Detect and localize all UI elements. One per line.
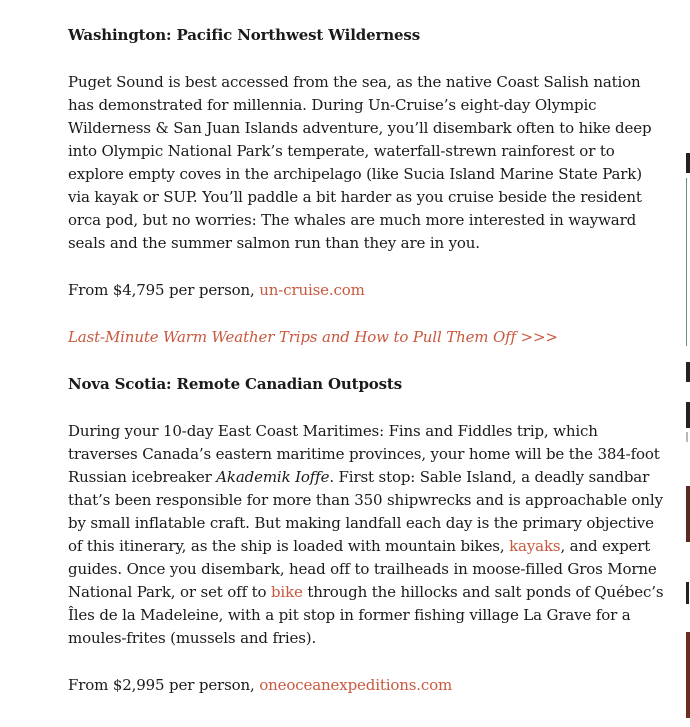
ship-name: Akademik Ioffe bbox=[216, 468, 330, 486]
sidebar-fragment bbox=[686, 432, 688, 442]
body-text: During your 10-day East Coast Maritimes: Fins and Fiddles trip, which traverses Canada’s eastern maritime provinces, your home will be the 384-foot Russian icebreaker bbox=[68, 422, 660, 486]
spacer bbox=[68, 47, 668, 71]
section-body-washington: Puget Sound is best accessed from the sea, as the native Coast Salish nation has demonstrated for millennia. During Un-Cruise’s eight-day Olympic Wilderness & San Juan Islands adventure, you’ll disembark often to hike deep into Olympic National Park’s temperate, waterfall-strewn rainforest or to explore empty coves in the archipelago (like Sucia Island Marine State Park) via kayak or SUP. You’ll paddle a bit harder as you cruise beside the resident orca pod, but no worries: The whales are much more interested in wayward seals and the summer salmon run than they are in you. bbox=[68, 73, 652, 252]
spacer bbox=[68, 302, 668, 326]
warm-weather-trips-link[interactable]: Last-Minute Warm Weather Trips and How to Pull Them Off >>> bbox=[68, 328, 558, 346]
spacer bbox=[68, 349, 668, 373]
price-text: From $4,795 per person, bbox=[68, 281, 260, 299]
un-cruise-link[interactable]: un-cruise.com bbox=[259, 281, 365, 299]
section-heading-washington: Washington: Pacific Northwest Wilderness bbox=[68, 26, 420, 44]
spacer bbox=[68, 255, 668, 279]
sidebar-fragment bbox=[686, 362, 690, 382]
sidebar-fragment bbox=[686, 402, 690, 428]
promo-line bbox=[68, 326, 668, 349]
sidebar-fragment bbox=[686, 153, 690, 173]
article-body bbox=[68, 24, 668, 697]
spacer bbox=[68, 396, 668, 420]
bike-link[interactable]: bike bbox=[270, 583, 303, 601]
body-text: through the hillocks and salt ponds of Québec’s Îles de la Madeleine, with a pit stop in former fishing village La Grave for a moules-frites (mussels and fries). bbox=[68, 583, 664, 647]
body-text: . First stop: Sable Island, a deadly sandbar that’s been responsible for more than 350 shipwrecks and is approachable only by small inflatable craft. But making landfall each day is the primary objective of this itinerary, as the ship is loaded with mountain bikes, bbox=[68, 468, 663, 555]
body-text: , and expert guides. Once you disembark, head off to trailheads in moose-filled Gros Morne National Park, or set off to bbox=[68, 537, 657, 601]
section-heading-nova-scotia: Nova Scotia: Remote Canadian Outposts bbox=[68, 375, 403, 393]
oneocean-link[interactable]: oneoceanexpeditions.com bbox=[259, 676, 453, 694]
section-body-nova-scotia bbox=[68, 420, 668, 650]
kayaks-link[interactable]: kayaks bbox=[509, 537, 561, 555]
sidebar-thumbnail[interactable] bbox=[686, 486, 690, 542]
sidebar-ad-frame bbox=[686, 178, 690, 346]
spacer bbox=[68, 650, 668, 674]
price-text: From $2,995 per person, bbox=[68, 676, 260, 694]
price-line-washington bbox=[68, 279, 668, 302]
price-line-nova-scotia bbox=[68, 674, 668, 697]
sidebar-thumbnail[interactable] bbox=[686, 632, 690, 718]
sidebar-fragment bbox=[686, 582, 689, 604]
